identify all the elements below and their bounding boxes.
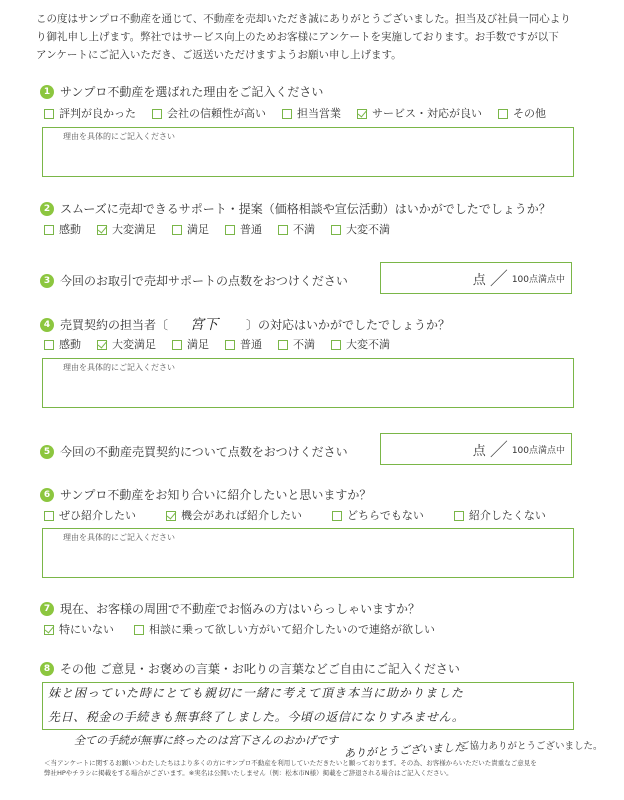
footer-line: ＜当アンケートに関するお願い＞わたしたちはより多くの方にサンプロ不動産を利用していただきたいと願っております。その為、お客様からいただいた貴重なご意見を — [44, 759, 537, 767]
question-6-options — [44, 508, 562, 524]
question-number-5: 5 — [40, 445, 54, 459]
intro-line: アンケートにご記入いただき、ご返送いただけますようお願い申し上げます。 — [36, 49, 402, 61]
question-number-6: 6 — [40, 488, 54, 502]
question-2-text: スムーズに売却できるサポート・提案（価格相談や宣伝活動）はいかがでしたでしょうか？ — [60, 202, 551, 216]
checkbox[interactable] — [44, 340, 54, 350]
option-label: 感動 — [59, 338, 81, 351]
question-number-8: 8 — [40, 662, 54, 676]
option-label: 不満 — [293, 223, 315, 236]
footer-line: 弊社HPやチラシに掲載をする場合がございます。※実名は公開いたしません（例：松本市N様）掲載をご辞退される場合はご記入ください。 — [44, 769, 453, 777]
question-1-options — [44, 106, 562, 122]
question-5-text: 今回の不動産売買契約について点数をおつけください — [60, 445, 348, 459]
checkbox[interactable] — [454, 511, 464, 521]
checkbox[interactable] — [172, 340, 182, 350]
question-3-text: 今回のお取引で売却サポートの点数をおつけください — [60, 274, 348, 288]
staff-name-handwritten: 宮下 — [190, 317, 219, 333]
checkbox-checked[interactable] — [44, 625, 54, 635]
question-8 — [40, 660, 460, 678]
score-box-5[interactable] — [380, 433, 572, 465]
option-label: 特にいない — [59, 623, 114, 636]
option-label: 大変不満 — [346, 338, 390, 351]
option-service[interactable] — [357, 106, 482, 122]
score-max: 100点満点中 — [511, 445, 565, 456]
reason-box-1[interactable] — [42, 127, 574, 177]
question-7 — [40, 600, 420, 618]
question-5 — [40, 443, 348, 461]
intro-text — [36, 10, 596, 64]
checkbox-checked[interactable] — [166, 511, 176, 521]
question-6 — [40, 486, 371, 504]
checkbox[interactable] — [44, 109, 54, 119]
question-2 — [40, 200, 551, 218]
score-max: 100点満点中 — [511, 274, 565, 285]
option-label: 普通 — [240, 223, 262, 236]
question-7-text: 現在、お客様の周囲で不動産でお悩みの方はいらっしゃいますか？ — [60, 602, 421, 616]
question-number-7: 7 — [40, 602, 54, 616]
reason-label: 理由を具体的にご記入ください — [63, 363, 175, 372]
option-impressed[interactable] — [44, 222, 81, 238]
checkbox[interactable] — [278, 340, 288, 350]
question-number-4: 4 — [40, 318, 54, 332]
question-7-options — [44, 622, 451, 638]
option-reputation[interactable] — [44, 106, 136, 122]
option-label: 感動 — [59, 223, 81, 236]
option-neutral[interactable] — [332, 508, 424, 524]
thanks-text: ご協力ありがとうございました。 — [460, 741, 603, 752]
checkbox[interactable] — [331, 340, 341, 350]
option-label: どちらでもない — [347, 509, 424, 522]
intro-line: この度はサンプロ不動産を通じて、不動産を売却いただき誠にありがとうございました。担当及び社員一同心より — [36, 13, 571, 25]
option-normal[interactable] — [225, 222, 262, 238]
question-2-options — [44, 222, 406, 238]
checkbox-checked[interactable] — [97, 340, 107, 350]
option-very-dissatisfied[interactable] — [331, 222, 390, 238]
option-dissatisfied[interactable] — [278, 222, 315, 238]
checkbox[interactable] — [331, 225, 341, 235]
reason-label: 理由を具体的にご記入ください — [63, 132, 175, 141]
checkbox[interactable] — [172, 225, 182, 235]
question-number-2: 2 — [40, 202, 54, 216]
option-label: 普通 — [240, 338, 262, 351]
question-3 — [40, 272, 348, 290]
option-want-contact[interactable] — [134, 622, 435, 638]
comment-handwriting-line-3: 全ての手続が無事に終ったのは宮下さんのおかげです — [74, 734, 338, 747]
score-unit: 点 — [472, 443, 486, 459]
slash-mark: ／ — [489, 440, 508, 461]
option-very-satisfied[interactable] — [97, 222, 156, 238]
option-label: その他 — [513, 107, 546, 120]
option-very-satisfied[interactable] — [97, 337, 156, 353]
intro-line: り御礼申し上げます。弊社ではサービス向上のためお客様にアンケートを実施しております。お手数ですが以下 — [36, 31, 559, 43]
question-4-suffix: 〕の対応はいかがでしたでしょうか？ — [246, 318, 451, 332]
comment-handwriting-line-2: 先日、税金の手続きも無事終了しました。今頃の返信になりすみません。 — [48, 710, 465, 724]
option-label: 会社の信頼性が高い — [167, 107, 266, 120]
checkbox[interactable] — [498, 109, 508, 119]
option-label: 大変不満 — [346, 223, 390, 236]
question-1-text: サンプロ不動産を選ばれた理由をご記入ください — [60, 85, 324, 99]
checkbox-checked[interactable] — [97, 225, 107, 235]
option-label: 大変満足 — [112, 223, 156, 236]
option-normal[interactable] — [225, 337, 262, 353]
option-sales-rep[interactable] — [282, 106, 341, 122]
slash-mark: ／ — [489, 269, 508, 290]
option-very-dissatisfied[interactable] — [331, 337, 390, 353]
checkbox[interactable] — [278, 225, 288, 235]
question-4-options — [44, 337, 406, 353]
option-label: 不満 — [293, 338, 315, 351]
option-other[interactable] — [498, 106, 546, 122]
option-none[interactable] — [44, 622, 114, 638]
checkbox[interactable] — [225, 225, 235, 235]
option-definitely[interactable] — [44, 508, 136, 524]
reason-label: 理由を具体的にご記入ください — [63, 533, 175, 542]
option-label: 大変満足 — [112, 338, 156, 351]
question-4-prefix: 売買契約の担当者〔 — [60, 318, 169, 332]
option-label: 満足 — [187, 338, 209, 351]
checkbox-checked[interactable] — [357, 109, 367, 119]
score-box-3[interactable] — [380, 262, 572, 294]
checkbox[interactable] — [332, 511, 342, 521]
checkbox[interactable] — [44, 225, 54, 235]
checkbox[interactable] — [44, 511, 54, 521]
question-number-3: 3 — [40, 274, 54, 288]
score-unit: 点 — [472, 272, 486, 288]
question-number-1: 1 — [40, 85, 54, 99]
question-8-text: その他 ご意見・お褒めの言葉・お叱りの言葉などご自由にご記入ください — [60, 662, 460, 676]
footer-note — [44, 758, 584, 778]
checkbox[interactable] — [134, 625, 144, 635]
option-no[interactable] — [454, 508, 546, 524]
checkbox[interactable] — [152, 109, 162, 119]
option-dissatisfied[interactable] — [278, 337, 315, 353]
option-impressed[interactable] — [44, 337, 81, 353]
option-label: 評判が良かった — [59, 107, 136, 120]
option-if-chance[interactable] — [166, 508, 302, 524]
question-6-text: サンプロ不動産をお知り合いに紹介したいと思いますか？ — [60, 488, 372, 502]
option-label: 満足 — [187, 223, 209, 236]
checkbox[interactable] — [225, 340, 235, 350]
option-satisfied[interactable] — [172, 222, 209, 238]
option-reliability[interactable] — [152, 106, 266, 122]
option-label: 担当営業 — [297, 107, 341, 120]
option-label: 紹介したくない — [468, 509, 546, 522]
comment-handwriting-line-4: ありがとうございました — [343, 740, 466, 761]
question-4 — [40, 316, 450, 334]
checkbox[interactable] — [282, 109, 292, 119]
reason-box-6[interactable] — [42, 528, 574, 578]
option-satisfied[interactable] — [172, 337, 209, 353]
comment-handwriting-line-1: 妹と困っていた時にとても親切に一緒に考えて頂き本当に助かりました — [48, 686, 465, 700]
option-label: サービス・対応が良い — [372, 107, 482, 120]
option-label: 機会があれば紹介したい — [181, 509, 302, 522]
option-label: ぜひ紹介したい — [59, 509, 136, 522]
reason-box-4[interactable] — [42, 358, 574, 408]
question-1 — [40, 83, 323, 101]
option-label: 相談に乗って欲しい方がいて紹介したいので連絡が欲しい — [149, 623, 435, 636]
